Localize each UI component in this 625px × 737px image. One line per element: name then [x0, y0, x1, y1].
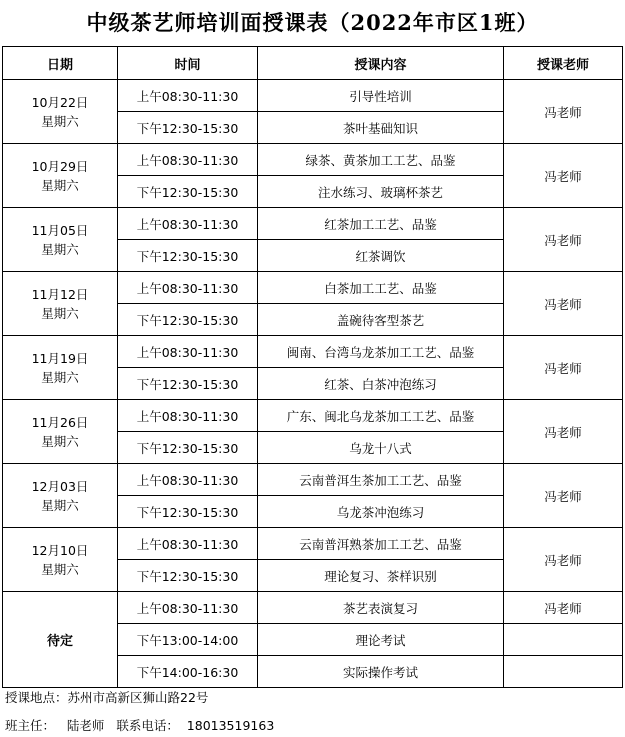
- time-cell: 下午12:30-15:30: [118, 496, 258, 528]
- date-cell: [3, 80, 118, 144]
- header-time: 时间: [118, 47, 258, 80]
- content-cell: 红茶、白茶冲泡练习: [258, 368, 504, 400]
- date-text: 12月03日: [31, 478, 89, 494]
- time-cell: 下午12:30-15:30: [118, 112, 258, 144]
- date-text: 10月22日: [31, 94, 89, 110]
- time-cell: 上午08:30-11:30: [118, 528, 258, 560]
- table-row: [3, 528, 623, 560]
- date-cell: [3, 336, 118, 400]
- date-text: 11月12日: [31, 286, 89, 302]
- content-cell: 绿茶、黄茶加工工艺、品鉴: [258, 144, 504, 176]
- time-cell: 上午08:30-11:30: [118, 464, 258, 496]
- teacher-cell: 冯老师: [504, 592, 623, 624]
- content-cell: 理论复习、茶样识别: [258, 560, 504, 592]
- content-cell: 白茶加工工艺、品鉴: [258, 272, 504, 304]
- content-cell: 实际操作考试: [258, 656, 504, 688]
- weekday-text: 星期六: [41, 433, 79, 449]
- time-cell: 下午12:30-15:30: [118, 176, 258, 208]
- header-date: 日期: [3, 47, 118, 80]
- time-cell: 下午12:30-15:30: [118, 432, 258, 464]
- teacher-cell: [504, 656, 623, 688]
- teacher-cell: 冯老师: [504, 400, 623, 464]
- date-cell: [3, 528, 118, 592]
- content-cell: 茶叶基础知识: [258, 112, 504, 144]
- time-cell: 下午12:30-15:30: [118, 240, 258, 272]
- time-cell: 上午08:30-11:30: [118, 80, 258, 112]
- time-cell: 上午08:30-11:30: [118, 400, 258, 432]
- date-cell: [3, 464, 118, 528]
- header-content: 授课内容: [258, 47, 504, 80]
- time-cell: 上午08:30-11:30: [118, 208, 258, 240]
- table-row: [3, 208, 623, 240]
- schedule-table: [2, 46, 623, 688]
- weekday-text: 星期六: [41, 369, 79, 385]
- date-text: 10月29日: [31, 158, 89, 174]
- date-cell: [3, 208, 118, 272]
- date-text: 11月19日: [31, 350, 89, 366]
- time-cell: 下午12:30-15:30: [118, 560, 258, 592]
- content-cell: 乌龙茶冲泡练习: [258, 496, 504, 528]
- teacher-cell: 冯老师: [504, 80, 623, 144]
- date-text: 11月05日: [31, 222, 89, 238]
- weekday-text: 星期六: [41, 497, 79, 513]
- time-cell: 上午08:30-11:30: [118, 272, 258, 304]
- header-row: [3, 47, 623, 80]
- teacher-cell: 冯老师: [504, 336, 623, 400]
- table-row: [3, 144, 623, 176]
- content-cell: 理论考试: [258, 624, 504, 656]
- date-text: 11月26日: [31, 414, 89, 430]
- table-row: [3, 592, 623, 624]
- time-cell: 上午08:30-11:30: [118, 592, 258, 624]
- weekday-text: 星期六: [41, 113, 79, 129]
- content-cell: 茶艺表演复习: [258, 592, 504, 624]
- table-row: [3, 464, 623, 496]
- teacher-cell: [504, 624, 623, 656]
- content-cell: 闽南、台湾乌龙茶加工工艺、品鉴: [258, 336, 504, 368]
- teacher-cell: 冯老师: [504, 528, 623, 592]
- date-text: 12月10日: [31, 542, 89, 558]
- pending-date-cell: 待定: [3, 592, 118, 688]
- weekday-text: 星期六: [41, 561, 79, 577]
- monitor-contact-text: 班主任： 陆老师 联系电话： 18013519163: [5, 718, 275, 733]
- time-cell: 下午12:30-15:30: [118, 304, 258, 336]
- table-row: [3, 400, 623, 432]
- teacher-cell: 冯老师: [504, 144, 623, 208]
- date-cell: [3, 144, 118, 208]
- table-row: [3, 336, 623, 368]
- content-cell: 云南普洱熟茶加工工艺、品鉴: [258, 528, 504, 560]
- content-cell: 注水练习、玻璃杯茶艺: [258, 176, 504, 208]
- content-cell: 红茶加工工艺、品鉴: [258, 208, 504, 240]
- teacher-cell: 冯老师: [504, 272, 623, 336]
- content-cell: 乌龙十八式: [258, 432, 504, 464]
- content-cell: 广东、闽北乌龙茶加工工艺、品鉴: [258, 400, 504, 432]
- teacher-cell: 冯老师: [504, 464, 623, 528]
- date-cell: [3, 272, 118, 336]
- content-cell: 云南普洱生茶加工工艺、品鉴: [258, 464, 504, 496]
- page-title: 中级茶艺师培训面授课表（2022年市区1班）: [86, 10, 539, 35]
- content-cell: 红茶调饮: [258, 240, 504, 272]
- time-cell: 下午13:00-14:00: [118, 624, 258, 656]
- location-text: 授课地点：苏州市高新区狮山路22号: [5, 690, 209, 705]
- time-cell: 下午14:00-16:30: [118, 656, 258, 688]
- weekday-text: 星期六: [41, 177, 79, 193]
- content-cell: 引导性培训: [258, 80, 504, 112]
- header-teacher: 授课老师: [504, 47, 623, 80]
- table-row: [3, 80, 623, 112]
- weekday-text: 星期六: [41, 305, 79, 321]
- teacher-cell: 冯老师: [504, 208, 623, 272]
- table-row: [3, 272, 623, 304]
- time-cell: 上午08:30-11:30: [118, 336, 258, 368]
- time-cell: 下午12:30-15:30: [118, 368, 258, 400]
- weekday-text: 星期六: [41, 241, 79, 257]
- time-cell: 上午08:30-11:30: [118, 144, 258, 176]
- content-cell: 盖碗待客型茶艺: [258, 304, 504, 336]
- date-cell: [3, 400, 118, 464]
